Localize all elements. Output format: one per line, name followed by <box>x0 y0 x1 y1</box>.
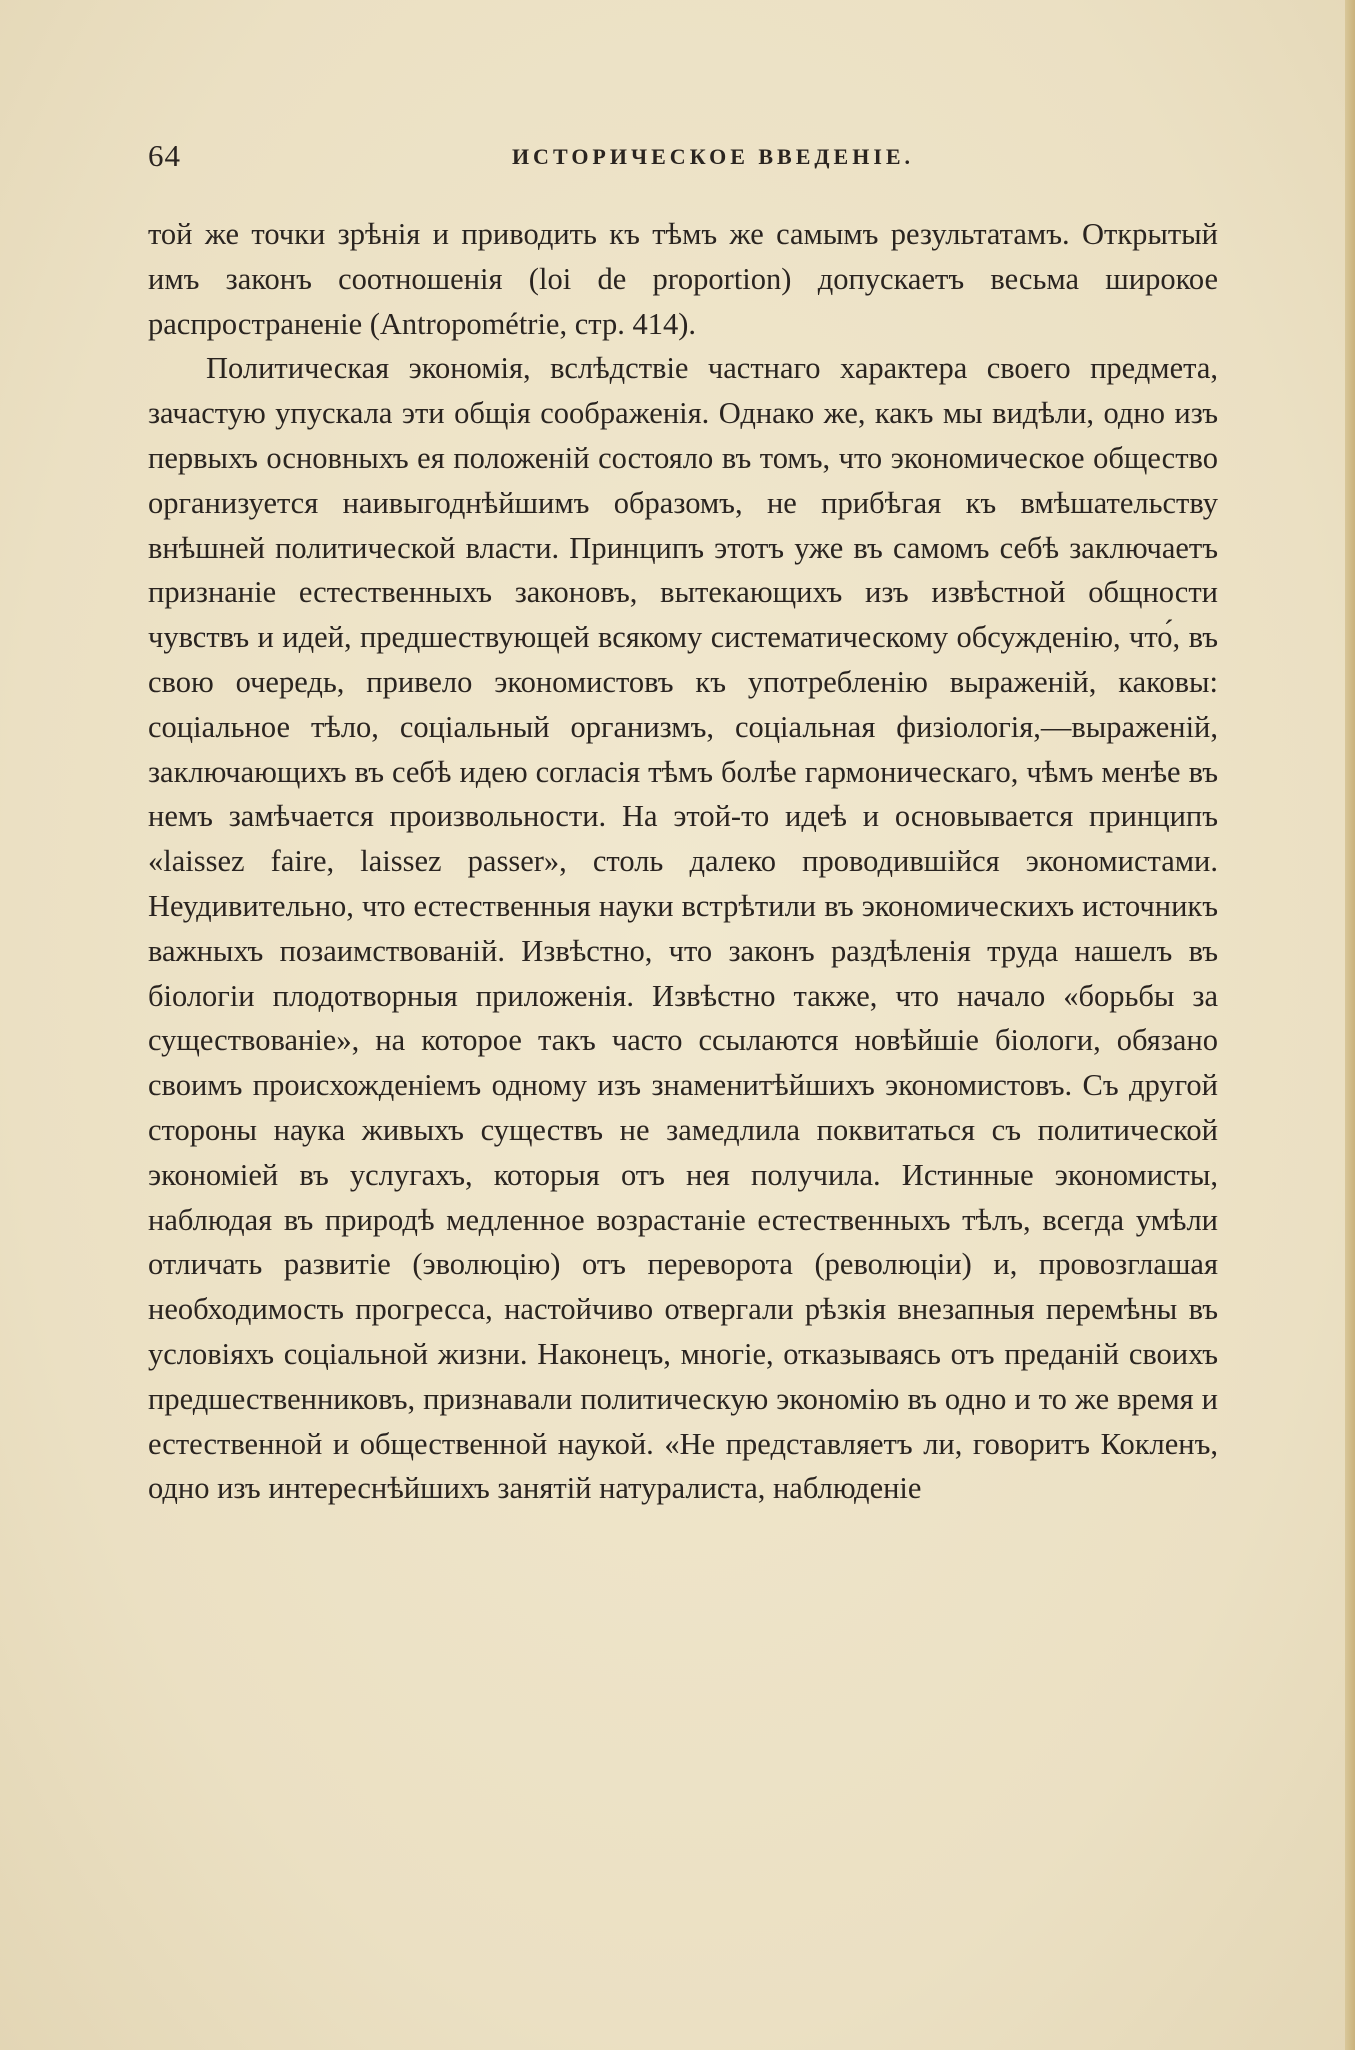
paragraph-political-economy: Политическая экономія, вслѣдствіе частнаго характера своего предмета, зачастую упускала эти общія соображенія. Однако же, какъ мы видѣли, одно изъ первыхъ основныхъ ея положеній состояло въ томъ, что экономическое общество организуется наивыгоднѣйшимъ образомъ, не прибѣгая къ вмѣшательству внѣшней политической власти. Принципъ этотъ уже въ самомъ себѣ заключаетъ признаніе естественныхъ законовъ, вытекающихъ изъ извѣстной общности чувствъ и идей, предшествующей всякому систематическому обсужденію, что́, въ свою очередь, привело экономистовъ къ употребленію выраженій, каковы: соціальное тѣло, соціальный организмъ, соціальная физіологія,—выраженій, заключающихъ въ себѣ идею согласія тѣмъ болѣе гармоническаго, чѣмъ менѣе въ немъ замѣчается произвольности. На этой-то идеѣ и основывается принципъ «laissez faire, laissez passer», столь далеко проводившійся экономистами. Неудивительно, что естественныя науки встрѣтили въ экономическихъ источникъ важныхъ позаимствованій. Извѣстно, что законъ раздѣленія труда нашелъ въ біологіи плодотворныя приложенія. Извѣстно также, что начало «борьбы за существованіе», на которое такъ часто ссылаются новѣйшіе біологи, обязано своимъ происхожденіемъ одному изъ знаменитѣйшихъ экономистовъ. Съ другой стороны наука живыхъ существъ не замедлила поквитаться съ политической экономіей въ услугахъ, которыя отъ нея получила. Истинные экономисты, наблюдая въ природѣ медленное возрастаніе естественныхъ тѣлъ, всегда умѣли отличать развитіе (эволюцію) отъ переворота (революціи) и, провозглашая необходимость прогресса, настойчиво отвергали рѣзкія внезапныя перемѣны въ условіяхъ соціальной жизни. Наконецъ, многіе, отказываясь отъ преданій своихъ предшественниковъ, признавали политическую экономію въ одно и то же время и естественной и общественной наукой. «Не представляетъ ли, говоритъ Кокленъ, одно изъ интереснѣйшихъ занятій натуралиста, наблюденіе <box>148 351 1218 1506</box>
paragraph-continuation: той же точки зрѣнія и приводить къ тѣмъ же самымъ результатамъ. Открытый имъ законъ соотношенія (loi de proportion) допускаетъ весьма широкое распространеніе (Antropométrie, стр. 414). <box>148 217 1218 341</box>
page-number: 64 <box>148 138 181 173</box>
running-title: ИСТОРИЧЕСКОЕ ВВЕДЕНІЕ. <box>511 144 915 169</box>
running-head <box>148 138 1218 178</box>
page-edge <box>1345 0 1355 2050</box>
body-text <box>148 212 1218 1511</box>
